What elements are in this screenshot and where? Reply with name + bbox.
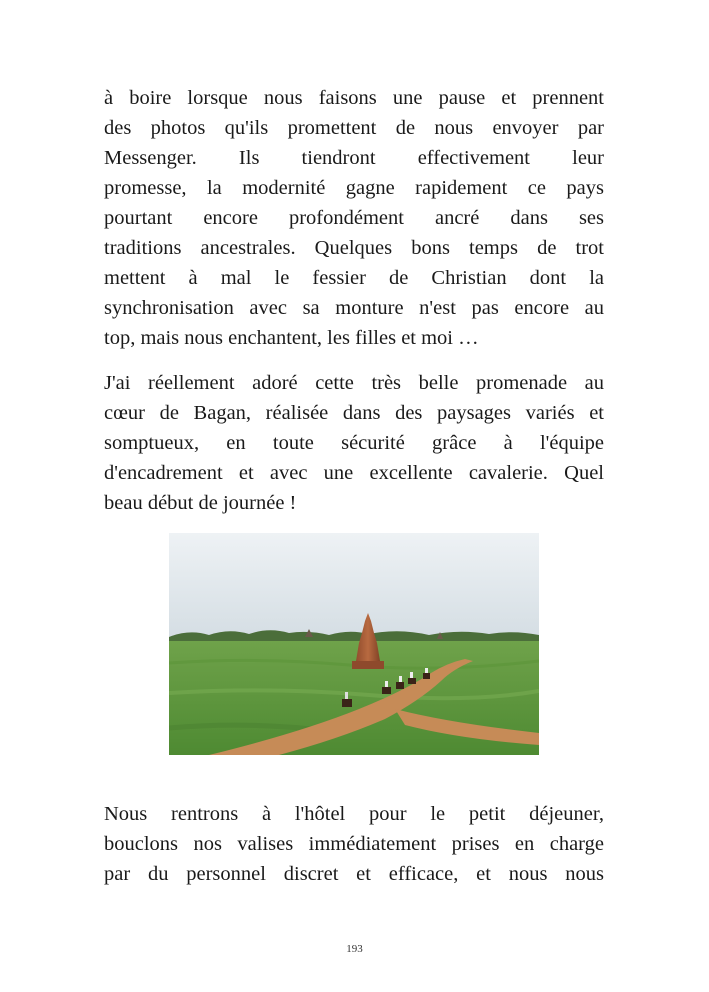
text-line: promesse, la modernité gagne rapidement ce pays bbox=[104, 177, 604, 199]
text-line: par du personnel discret et efficace, et nous nous bbox=[104, 863, 604, 885]
text-line: pourtant encore profondément ancré dans ses bbox=[104, 207, 604, 229]
bagan-landscape-photo bbox=[169, 533, 539, 755]
text-line: somptueux, en toute sécurité grâce à l'équipe bbox=[104, 432, 604, 454]
text-line: Messenger. Ils tiendront effectivement leur bbox=[104, 147, 604, 169]
text-line: cœur de Bagan, réalisée dans des paysages variés et bbox=[104, 402, 604, 424]
sky bbox=[169, 533, 539, 641]
page-number: 193 bbox=[346, 943, 363, 955]
paragraph-2 bbox=[104, 368, 604, 518]
text-line: d'encadrement et avec une excellente cavalerie. Quel bbox=[104, 462, 604, 484]
paragraph-3 bbox=[104, 799, 604, 889]
paragraph-1 bbox=[104, 83, 604, 353]
text-line: mettent à mal le fessier de Christian dont la bbox=[104, 267, 604, 289]
text-line: traditions ancestrales. Quelques bons temps de trot bbox=[104, 237, 604, 259]
text-line: top, mais nous enchantent, les filles et moi … bbox=[104, 327, 479, 349]
text-line: J'ai réellement adoré cette très belle promenade au bbox=[104, 372, 604, 394]
text-line: synchronisation avec sa monture n'est pas encore au bbox=[104, 297, 604, 319]
text-line: des photos qu'ils promettent de nous envoyer par bbox=[104, 117, 604, 139]
text-line: Nous rentrons à l'hôtel pour le petit déjeuner, bbox=[104, 803, 604, 825]
text-line: à boire lorsque nous faisons une pause et prennent bbox=[104, 87, 604, 109]
text-line: bouclons nos valises immédiatement prises en charge bbox=[104, 833, 604, 855]
text-line: beau début de journée ! bbox=[104, 492, 297, 514]
